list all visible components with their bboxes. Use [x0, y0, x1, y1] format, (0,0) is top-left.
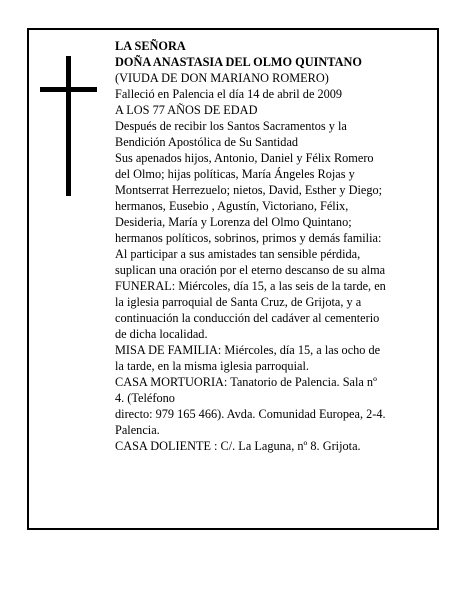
body-line: continuación la conducción del cadáver al cementerio: [115, 311, 380, 325]
body-line: Sus apenados hijos, Antonio, Daniel y Félix Romero: [115, 151, 374, 165]
body-line: hermanos políticos, sobrinos, primos y demás familia:: [115, 231, 382, 245]
body-line: de dicha localidad.: [115, 327, 208, 341]
age-line: A LOS 77 AÑOS DE EDAD: [115, 103, 258, 117]
body-line: la iglesia parroquial de Santa Cruz, de Grijota, y a: [115, 295, 362, 309]
body-line: Montserrat Herrezuelo; nietos, David, Esther y Diego;: [115, 183, 383, 197]
heading-title: LA SEÑORA: [115, 39, 186, 53]
widow-note: (VIUDA DE DON MARIANO ROMERO): [115, 71, 329, 85]
body-line: Después de recibir los Santos Sacramentos y la: [115, 119, 347, 133]
home-address-line: CASA DOLIENTE : C/. La Laguna, nº 8. Grijota.: [115, 439, 361, 453]
body-line: Desideria, María y Lorenza del Olmo Quintano;: [115, 215, 352, 229]
mortuary-line: CASA MORTUORIA: Tanatorio de Palencia. Sala nº: [115, 375, 377, 389]
body-line: hermanos, Eusebio , Agustín, Victoriano, Félix,: [115, 199, 349, 213]
cross-icon-horizontal: [40, 87, 97, 92]
body-line: del Olmo; hijas políticas, María Ángeles Rojas y: [115, 167, 355, 181]
body-line: Al participar a sus amistades tan sensible pérdida,: [115, 247, 361, 261]
cross-icon-vertical: [66, 56, 71, 196]
body-line: suplican una oración por el eterno descanso de su alma: [115, 263, 386, 277]
body-line: 4. (Teléfono: [115, 391, 175, 405]
death-info: Falleció en Palencia el día 14 de abril de 2009: [115, 87, 343, 101]
body-line: la tarde, en la misma iglesia parroquial.: [115, 359, 309, 373]
body-line: directo: 979 165 466). Avda. Comunidad Europea, 2-4.: [115, 407, 386, 421]
mass-line: MISA DE FAMILIA: Miércoles, día 15, a las ocho de: [115, 343, 381, 357]
obituary-text: [115, 38, 425, 454]
deceased-name: DOÑA ANASTASIA DEL OLMO QUINTANO: [115, 55, 362, 69]
funeral-line: FUNERAL: Miércoles, día 15, a las seis de la tarde, en: [115, 279, 386, 293]
body-line: Palencia.: [115, 423, 160, 437]
body-line: Bendición Apostólica de Su Santidad: [115, 135, 299, 149]
